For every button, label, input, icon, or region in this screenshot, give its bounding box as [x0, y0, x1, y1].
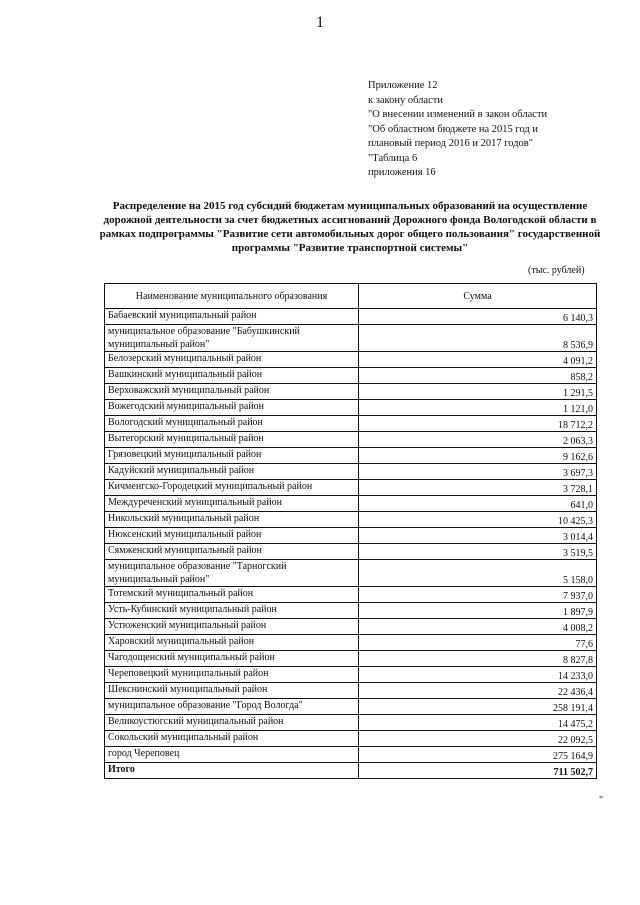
municipality-name: Устюженский муниципальный район: [105, 619, 359, 635]
municipality-name: Никольский муниципальный район: [105, 512, 359, 528]
subsidy-amount: 1 897,9: [359, 603, 597, 619]
appendix-line: плановый период 2016 и 2017 годов": [368, 138, 534, 149]
subsidy-amount: 18 712,2: [359, 416, 597, 432]
units-label: (тыс. рублей): [528, 265, 585, 276]
table-row: [105, 544, 597, 560]
subsidy-amount: 2 063,3: [359, 432, 597, 448]
subsidy-amount: 22 092,5: [359, 731, 597, 747]
column-header-sum: Сумма: [359, 284, 597, 309]
municipality-name: Вологодский муниципальный район: [105, 416, 359, 432]
table-row: [105, 384, 597, 400]
subsidy-amount: 7 937,0: [359, 587, 597, 603]
subsidy-amount: 77,6: [359, 635, 597, 651]
table-row: [105, 603, 597, 619]
municipality-name: Шекснинский муниципальный район: [105, 683, 359, 699]
table-row: [105, 416, 597, 432]
closing-quote: ": [599, 795, 604, 806]
appendix-line: Приложение 12: [368, 80, 438, 91]
subsidy-amount: 258 191,4: [359, 699, 597, 715]
appendix-reference: [368, 79, 547, 181]
municipality-name: Чагодощенский муниципальный район: [105, 651, 359, 667]
subsidy-amount: 22 436,4: [359, 683, 597, 699]
table-row: [105, 352, 597, 368]
municipality-name: Тотемский муниципальный район: [105, 587, 359, 603]
document-title: Распределение на 2015 год субсидий бюджетам муниципальных образований на осуществление дорожной деятельности за счет бюджетных ассигнований Дорожного фонда Вологодской области в рамках подпрограммы "Развитие сети автомобильных дорог общего пользования" государственной программы "Развитие транспортной системы": [99, 200, 601, 254]
table-row: [105, 480, 597, 496]
page-number: 1: [316, 14, 324, 31]
subsidy-amount: 858,2: [359, 368, 597, 384]
total-row: [105, 763, 597, 779]
subsidy-amount: 3 519,5: [359, 544, 597, 560]
table-row: [105, 400, 597, 416]
subsidy-amount: 1 121,0: [359, 400, 597, 416]
municipality-name: муниципальное образование "Город Вологда": [105, 699, 359, 715]
subsidy-amount: 8 536,9: [359, 325, 597, 352]
subsidy-amount: 10 425,3: [359, 512, 597, 528]
subsidy-amount: 9 162,6: [359, 448, 597, 464]
subsidy-amount: 3 697,3: [359, 464, 597, 480]
appendix-line: "Таблица 6: [368, 152, 418, 164]
table-row: [105, 325, 597, 352]
subsidy-amount: 8 827,8: [359, 651, 597, 667]
table-row: [105, 368, 597, 384]
total-label: Итого: [105, 763, 359, 779]
municipality-name: Верховажский муниципальный район: [105, 384, 359, 400]
subsidy-amount: 14 233,0: [359, 667, 597, 683]
subsidy-amount: 14 475,2: [359, 715, 597, 731]
municipality-name: Грязовецкий муниципальный район: [105, 448, 359, 464]
table-row: [105, 619, 597, 635]
municipality-name: Белозерский муниципальный район: [105, 352, 359, 368]
table-row: [105, 747, 597, 763]
table-row: [105, 699, 597, 715]
subsidy-amount: 641,0: [359, 496, 597, 512]
table-row: [105, 464, 597, 480]
table-row: [105, 731, 597, 747]
table-row: [105, 560, 597, 587]
column-header-name: Наименование муниципального образования: [105, 284, 359, 309]
subsidy-amount: 275 164,9: [359, 747, 597, 763]
municipality-name: Кичменгско-Городецкий муниципальный район: [105, 480, 359, 496]
table-row: [105, 683, 597, 699]
appendix-line: приложения 16: [368, 167, 436, 178]
municipality-name: Харовский муниципальный район: [105, 635, 359, 651]
municipality-name: Междуреченский муниципальный район: [105, 496, 359, 512]
municipality-name: Кадуйский муниципальный район: [105, 464, 359, 480]
table-row: [105, 667, 597, 683]
table-row: [105, 587, 597, 603]
total-amount: 711 502,7: [359, 763, 597, 779]
municipality-name: Вашкинский муниципальный район: [105, 368, 359, 384]
municipality-name: Бабаевский муниципальный район: [105, 309, 359, 325]
subsidy-table: [104, 283, 597, 779]
table-row: [105, 432, 597, 448]
subsidy-amount: 1 291,5: [359, 384, 597, 400]
municipality-name: Великоустюгский муниципальный район: [105, 715, 359, 731]
subsidy-amount: 3 728,1: [359, 480, 597, 496]
subsidy-amount: 4 008,2: [359, 619, 597, 635]
appendix-line: "О внесении изменений в закон области: [368, 109, 548, 120]
municipality-name: Вожегодский муниципальный район: [105, 400, 359, 416]
municipality-name: Усть-Кубинский муниципальный район: [105, 603, 359, 619]
municipality-name: Нюксенский муниципальный район: [105, 528, 359, 544]
table-row: [105, 635, 597, 651]
table-header-row: [105, 284, 597, 309]
municipality-name: город Череповец: [105, 747, 359, 763]
municipality-name: муниципальное образование "Бабушкинский муниципальный район": [105, 325, 359, 352]
municipality-name: Сямженский муниципальный район: [105, 544, 359, 560]
table-row: [105, 528, 597, 544]
table-row: [105, 512, 597, 528]
subsidy-amount: 6 140,3: [359, 309, 597, 325]
subsidy-amount: 3 014,4: [359, 528, 597, 544]
table-row: [105, 496, 597, 512]
table-body: [105, 309, 597, 779]
municipality-name: Сокольский муниципальный район: [105, 731, 359, 747]
appendix-line: "Об областном бюджете на 2015 год и: [368, 123, 539, 135]
municipality-name: Череповецкий муниципальный район: [105, 667, 359, 683]
appendix-line: к закону области: [368, 94, 443, 106]
municipality-name: муниципальное образование "Тарногский муниципальный район": [105, 560, 359, 587]
municipality-name: Вытегорский муниципальный район: [105, 432, 359, 448]
table-row: [105, 309, 597, 325]
subsidy-amount: 5 158,0: [359, 560, 597, 587]
table-row: [105, 651, 597, 667]
subsidy-amount: 4 091,2: [359, 352, 597, 368]
table-row: [105, 715, 597, 731]
table-row: [105, 448, 597, 464]
